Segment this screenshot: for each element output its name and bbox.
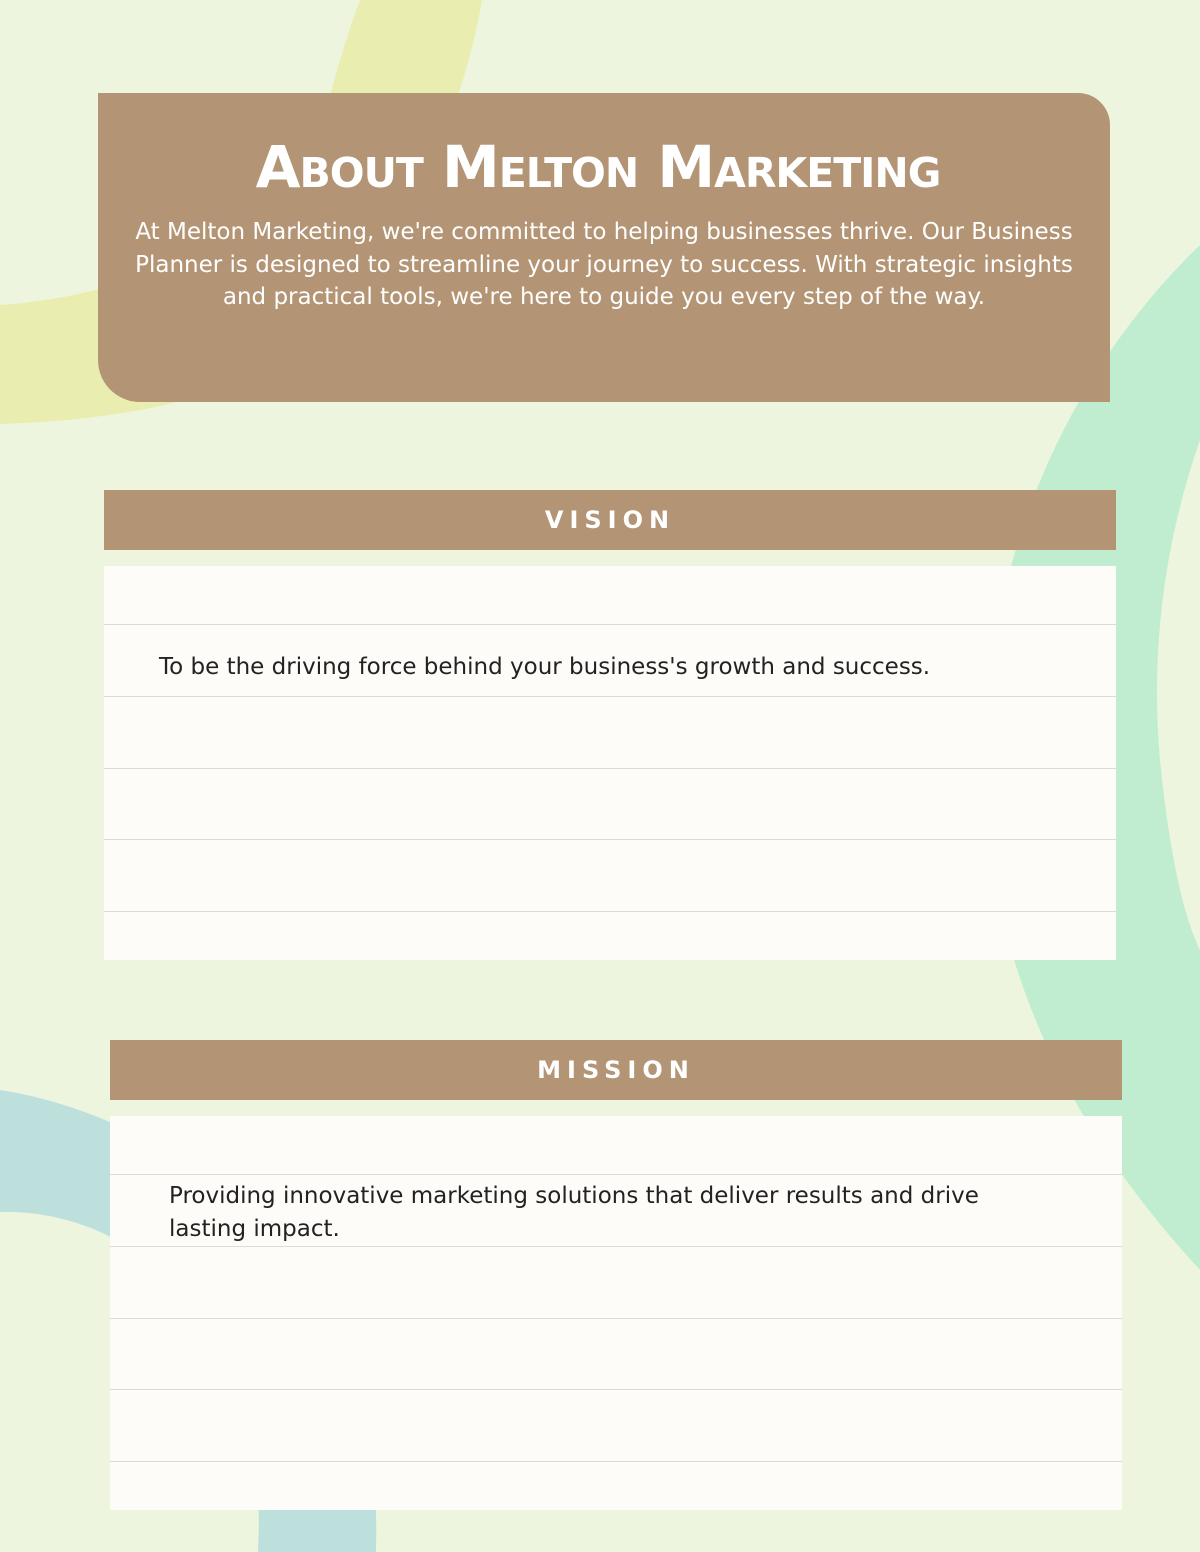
page-title: About Melton Marketing	[255, 133, 941, 201]
ruled-line	[110, 1174, 1122, 1175]
ruled-line	[104, 911, 1116, 912]
mission-text: Providing innovative marketing solutions that deliver results and drive lasting impact.	[169, 1183, 979, 1242]
ruled-line	[104, 624, 1116, 625]
ruled-line	[110, 1461, 1122, 1462]
vision-lined-box	[104, 566, 1116, 960]
mission-heading: MISSION	[537, 1056, 695, 1084]
ruled-line	[104, 768, 1116, 769]
about-header-card	[98, 93, 1110, 402]
vision-text: To be the driving force behind your business's growth and success.	[159, 654, 931, 680]
ruled-line	[110, 1389, 1122, 1390]
ruled-line	[110, 1246, 1122, 1247]
vision-heading-bar	[104, 490, 1116, 550]
vision-heading: VISION	[544, 506, 676, 534]
ruled-line	[104, 696, 1116, 697]
mission-heading-bar	[110, 1040, 1122, 1100]
ruled-line	[104, 839, 1116, 840]
ruled-line	[110, 1318, 1122, 1319]
intro-paragraph: At Melton Marketing, we're committed to helping businesses thrive. Our Business Planner is designed to streamline your journey to success. With strategic insights and practical tools, we're here to guide you every step of the way.	[135, 219, 1073, 310]
mission-lined-box	[110, 1116, 1122, 1510]
